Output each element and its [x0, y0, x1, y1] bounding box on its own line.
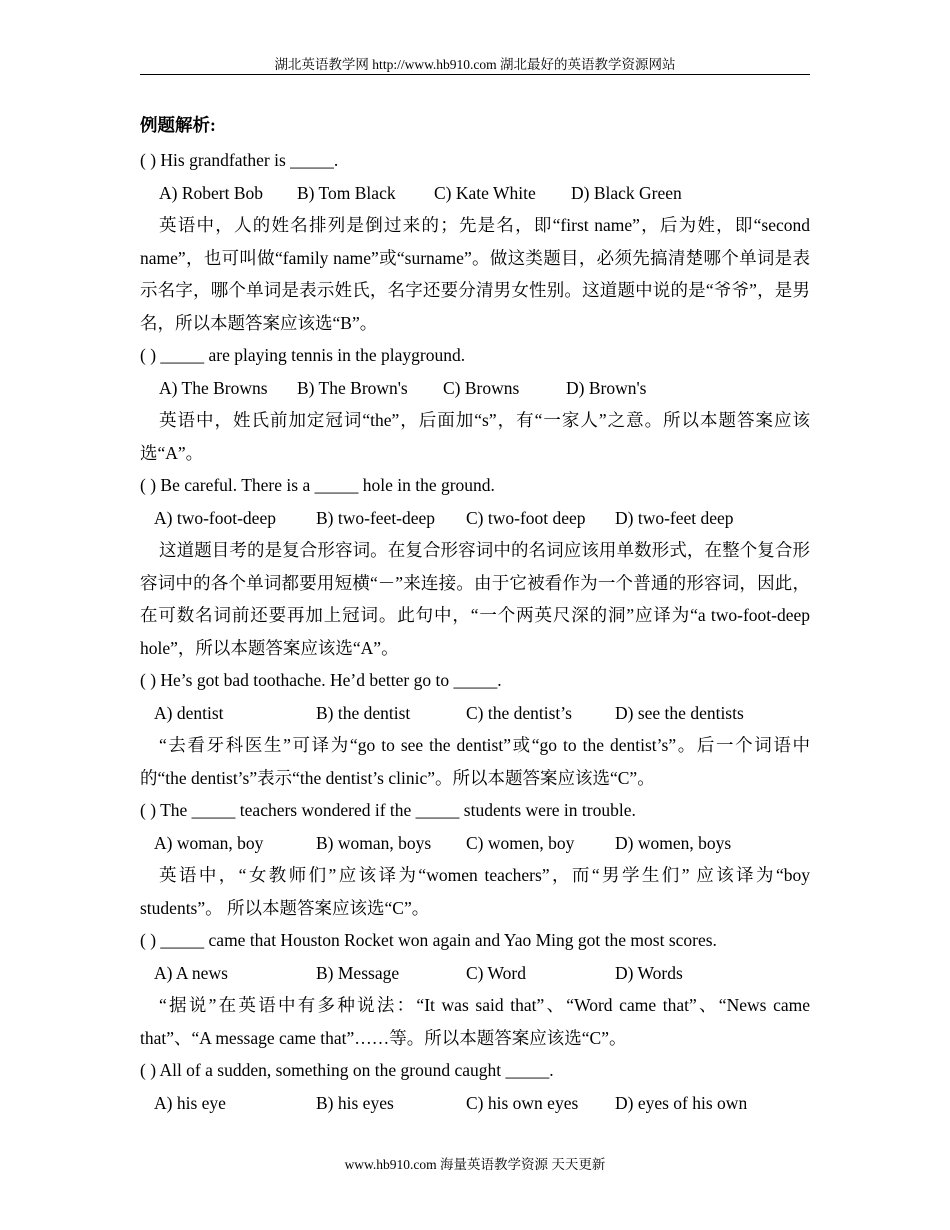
- option-c: C) Word: [466, 962, 527, 983]
- option-b: B) Message: [316, 962, 400, 983]
- options-row: [140, 1087, 810, 1120]
- option-c: C) women, boy: [466, 832, 575, 853]
- option-a: A) A news: [154, 962, 228, 983]
- option-d: D) see the dentists: [615, 702, 744, 723]
- options-row: [140, 697, 810, 730]
- option-b: B) The Brown's: [297, 377, 408, 398]
- document-body: [140, 112, 810, 1119]
- options-row: [140, 502, 810, 535]
- option-c: C) his own eyes: [466, 1092, 579, 1113]
- option-c: C) two-foot deep: [466, 507, 586, 528]
- explanation: 英语中，人的姓名排列是倒过来的；先是名，即“first name”，后为姓，即“second name”，也可叫做“family name”或“surname”。做这类题目，必须先搞清楚哪个单词是表示名字，哪个单词是表示姓氏，名字还要分清男女性别。这道题中说的是“爷爷”，是男名，所以本题答案应该选“B”。: [140, 215, 810, 333]
- option-a: A) Robert Bob: [159, 182, 264, 203]
- option-d: D) two-feet deep: [615, 507, 734, 528]
- explanation: 英语中，“女教师们”应该译为“women teachers”，而“男学生们” 应该译为“boy students”。 所以本题答案应该选“C”。: [140, 865, 810, 918]
- option-b: B) Tom Black: [297, 182, 396, 203]
- option-c: C) the dentist’s: [466, 702, 572, 723]
- options-row: [140, 372, 810, 405]
- option-d: D) Brown's: [566, 377, 647, 398]
- question-stem: ( ) The _____ teachers wondered if the _____ students were in trouble.: [140, 800, 636, 820]
- option-d: D) women, boys: [615, 832, 732, 853]
- option-b: B) his eyes: [316, 1092, 394, 1113]
- option-a: A) dentist: [154, 702, 224, 723]
- option-b: B) two-feet-deep: [316, 507, 436, 528]
- section-title: 例题解析:: [140, 115, 216, 135]
- question-stem: ( ) Be careful. There is a _____ hole in the ground.: [140, 475, 495, 495]
- option-d: D) eyes of his own: [615, 1092, 748, 1113]
- question-stem: ( ) He’s got bad toothache. He’d better go to _____.: [140, 670, 502, 690]
- option-a: A) The Browns: [159, 377, 268, 398]
- page-header: 湖北英语教学网 http://www.hb910.com 湖北最好的英语教学资源网站: [274, 57, 676, 72]
- explanation: 这道题目考的是复合形容词。在复合形容词中的名词应该用单数形式，在整个复合形容词中的各个单词都要用短横“－”来连接。由于它被看作为一个普通的形容词，因此，在可数名词前还要再加上冠词。此句中，“一个两英尺深的洞”应译为“a two-foot-deep hole”，所以本题答案应该选“A”。: [140, 540, 810, 658]
- options-row: [140, 177, 810, 210]
- option-c: C) Kate White: [434, 182, 536, 203]
- option-d: D) Words: [615, 962, 683, 983]
- question-stem: ( ) _____ are playing tennis in the playground.: [140, 345, 466, 365]
- explanation: “去看牙科医生”可译为“go to see the dentist”或“go to the dentist’s”。后一个词语中的“the dentist’s”表示“the dentist’s clinic”。所以本题答案应该选“C”。: [140, 735, 810, 788]
- page-footer: www.hb910.com 海量英语教学资源 天天更新: [344, 1157, 606, 1172]
- explanation: “据说”在英语中有多种说法：“It was said that”、“Word came that”、“News came that”、“A message came that”……等。所以本题答案应该选“C”。: [140, 995, 810, 1048]
- option-a: A) his eye: [154, 1092, 226, 1113]
- explanation: 英语中，姓氏前加定冠词“the”，后面加“s”，有“一家人”之意。所以本题答案应该选“A”。: [140, 410, 810, 463]
- options-row: [140, 827, 810, 860]
- options-row: [140, 957, 810, 990]
- option-a: A) two-foot-deep: [154, 507, 276, 528]
- question-stem: ( ) _____ came that Houston Rocket won again and Yao Ming got the most scores.: [140, 930, 717, 950]
- header-divider: [140, 74, 810, 75]
- question-stem: ( ) His grandfather is _____.: [140, 150, 339, 170]
- option-a: A) woman, boy: [154, 832, 264, 853]
- question-stem: ( ) All of a sudden, something on the ground caught _____.: [140, 1060, 554, 1080]
- option-c: C) Browns: [443, 377, 520, 398]
- option-d: D) Black Green: [571, 182, 682, 203]
- option-b: B) the dentist: [316, 702, 411, 723]
- option-b: B) woman, boys: [316, 832, 432, 853]
